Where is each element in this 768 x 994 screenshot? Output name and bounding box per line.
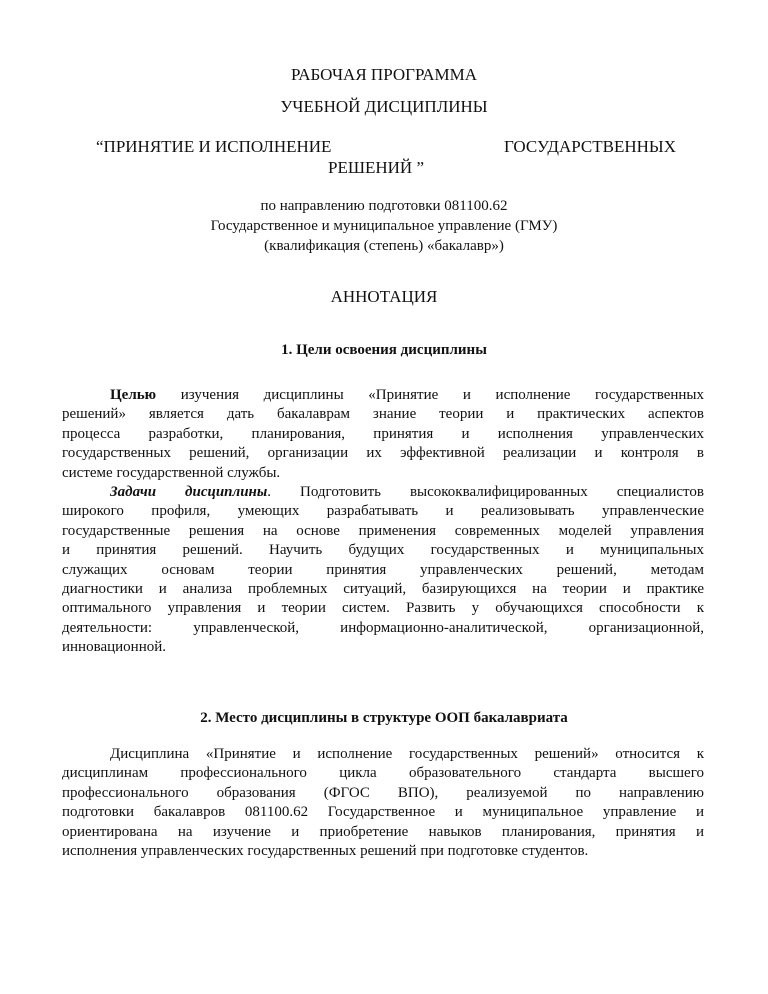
annotation-heading: АННОТАЦИЯ (330, 287, 438, 306)
text-line: оптимального управления и теории систем. Развить у обучающихся способности к (62, 600, 704, 617)
discipline-title-line-2: РЕШЕНИЙ ” (328, 158, 424, 177)
direction-line-3: (квалификация (степень) «бакалавр») (264, 238, 504, 254)
text-line: и принятия решений. Научить будущих государственных и муниципальных (62, 542, 704, 559)
text-line: диагностики и анализа проблемных ситуаций, базирующихся на теории и практике (62, 581, 704, 598)
doc-title-line-1: РАБОЧАЯ ПРОГРАММА (290, 65, 478, 84)
discipline-title (96, 136, 676, 178)
text-line: служащих основам теории принятия управленческих решений, методам (62, 561, 704, 578)
text-line: процесса разработки, планирования, принятия и исполнения управленческих (62, 425, 704, 442)
text-line: системе государственной службы. (62, 464, 281, 481)
text-line: государственные решения на основе применения современных моделей управления (62, 522, 704, 539)
text-line: государственных решений, организации их эффективной реализации и контроля в (62, 445, 704, 462)
text-line (62, 386, 704, 405)
section-2-heading: 2. Место дисциплины в структуре ООП бакалавриата (200, 710, 568, 726)
text-line: широкого профиля, умеющих разрабатывать и реализовывать управленческие (62, 503, 704, 520)
section-2-text (62, 745, 704, 861)
tasks-label: Задачи дисциплины (110, 484, 268, 501)
text-line: исполнения управленческих государственных решений при подготовке студентов. (62, 843, 589, 860)
direction-line-2: Государственное и муниципальное управление (ГМУ) (210, 218, 558, 234)
direction-block (0, 196, 768, 256)
text-fragment: . Подготовить высококвалифицированных специалистов (267, 484, 704, 501)
text-line: профессионального образования (ФГОС ВПО), реализуемой по направлению (62, 784, 704, 801)
text-line: деятельности: управленческой, информационно-аналитической, организационной, (62, 619, 704, 636)
doc-title-line-2: УЧЕБНОЙ ДИСЦИПЛИНЫ (280, 97, 488, 116)
goal-label: Целью (110, 387, 157, 403)
text-line (62, 483, 704, 502)
text-line: подготовки бакалавров 081100.62 Государственное и муниципальное управление и (62, 804, 704, 821)
text-fragment: изучения дисциплины «Принятие и исполнение государственных (156, 387, 704, 403)
discipline-title-left: “ПРИНЯТИЕ И ИСПОЛНЕНИЕ (96, 137, 332, 156)
text-line: Дисциплина «Принятие и исполнение государственных решений» относится к (110, 746, 704, 762)
text-line: ориентирована на изучение и приобретение навыков планирования, принятия и (62, 823, 704, 840)
section-1-text (62, 386, 704, 658)
discipline-title-right: ГОСУДАРСТВЕННЫХ (504, 137, 676, 156)
text-line: дисциплинам профессионального цикла образовательного стандарта высшего (62, 765, 704, 782)
text-line: инновационной. (62, 639, 167, 656)
section-1-heading: 1. Цели освоения дисциплины (281, 342, 487, 358)
text-line: решений» является дать бакалаврам знание теории и практических аспектов (62, 406, 704, 423)
direction-line-1: по направлению подготовки 081100.62 (260, 198, 508, 214)
